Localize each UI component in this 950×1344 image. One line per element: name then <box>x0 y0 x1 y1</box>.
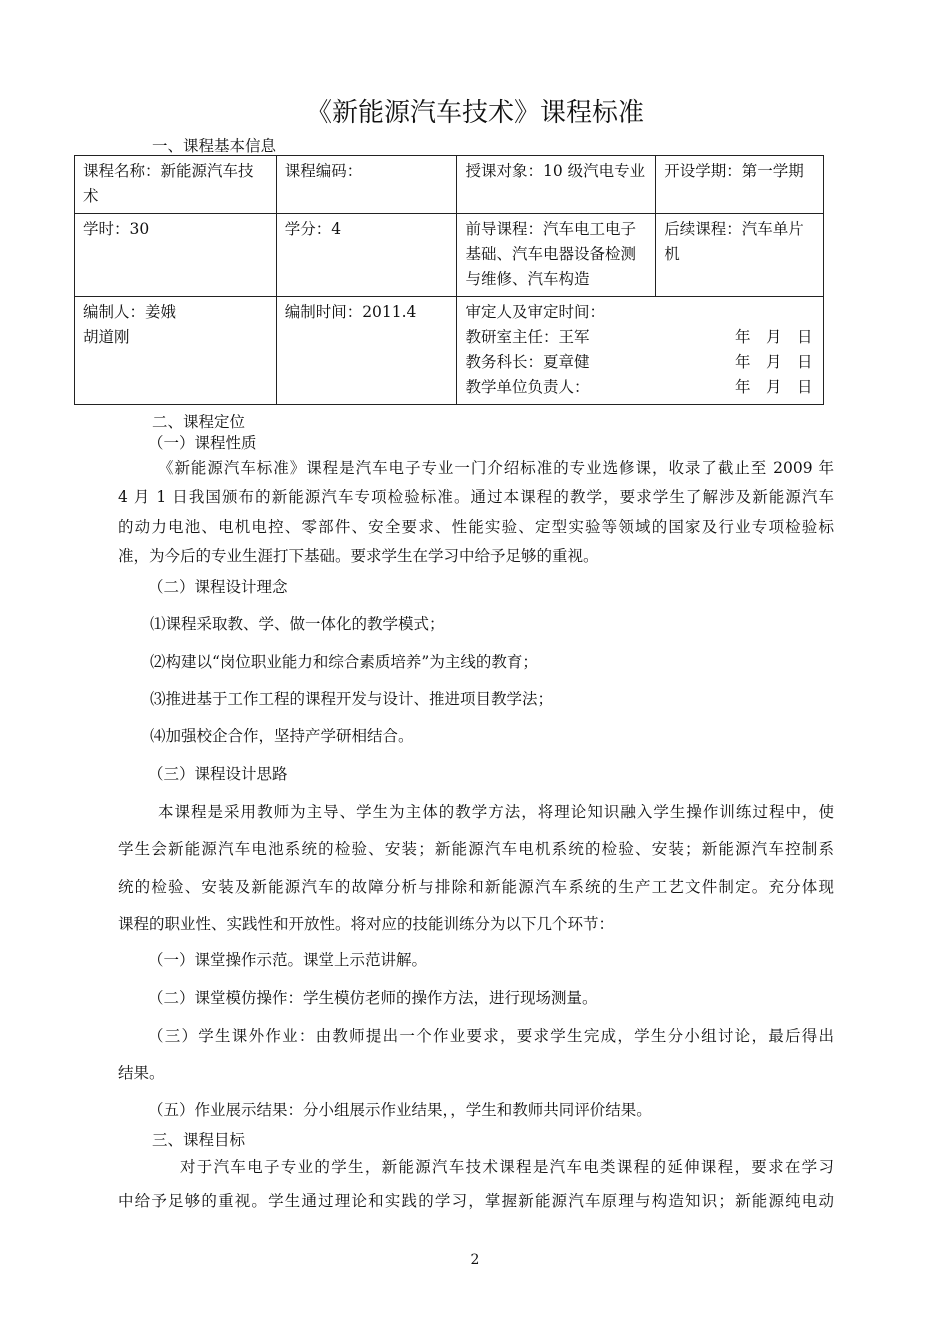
cell-text: 课程编码： <box>284 162 363 180</box>
concept-item: ⑷加强校企合作，坚持产学研相结合。 <box>150 727 414 745</box>
reviewer-row <box>465 325 815 350</box>
paragraph-line: 课程的职业性、实践性和开放性。将对应的技能训练分为以下几个环节： <box>118 914 615 933</box>
table-row <box>75 156 824 214</box>
step-item: （一）课堂操作示范。课堂上示范讲解。 <box>148 951 428 969</box>
paragraph-line: 《新能源汽车标准》课程是汽车电子专业一门介绍标准的专业选修课，收录了截止至 2009 年 <box>158 459 834 477</box>
paragraph-line: 本课程是采用教师为主导、学生为主体的教学方法，将理论知识融入学生操作训练过程中，使 <box>158 803 834 821</box>
cell-text: 后续课程：汽车单片 <box>664 220 804 238</box>
page-number: 2 <box>470 1252 480 1268</box>
paragraph-line: 准，为今后的专业生涯打下基础。要求学生在学习中给予足够的重视。 <box>118 546 599 565</box>
course-code-cell <box>276 156 457 214</box>
section-heading-basic-info: 一、课程基本信息 <box>152 137 277 155</box>
cell-text: 胡道刚 <box>83 328 130 346</box>
compile-time-cell <box>276 297 457 405</box>
reviewer-name: 教学单位负责人： <box>465 378 590 396</box>
review-date: 年 月 日 <box>735 353 813 371</box>
cell-text: 授课对象：10 级汽电专业 <box>465 162 646 180</box>
audience-cell <box>457 156 656 214</box>
cell-text: 术 <box>83 187 99 205</box>
step-item: （五）作业展示结果：分小组展示作业结果，，学生和教师共同评价结果。 <box>148 1101 652 1119</box>
paragraph-line: （三）学生课外作业：由教师提出一个作业要求，要求学生完成，学生分小组讨论，最后得出 <box>148 1027 834 1045</box>
concept-item: ⑶推进基于工作工程的课程开发与设计、推进项目教学法； <box>150 690 554 708</box>
subheading-design-concept: （二）课程设计理念 <box>148 578 288 596</box>
cell-text: 学分：4 <box>284 220 342 238</box>
cell-text: 基础、汽车电器设备检测 <box>465 245 636 263</box>
paragraph-line: 统的检验、安装及新能源汽车的故障分析与排除和新能源汽车系统的生产工艺文件制定。充分体现 <box>118 877 834 896</box>
followup-cell <box>656 214 824 297</box>
paragraph-nature <box>118 454 834 571</box>
reviewer-row <box>465 375 815 400</box>
reviewer-row <box>465 350 815 375</box>
cell-text: 前导课程：汽车电工电子 <box>465 220 636 238</box>
cell-text: 课程名称：新能源汽车技 <box>83 162 254 180</box>
section-heading-goals: 三、课程目标 <box>152 1131 246 1149</box>
paragraph-line: 的动力电池、电机电控、零部件、安全要求、性能实验、定型实验等领域的国家及行业专项检验标 <box>118 517 834 536</box>
prereq-cell <box>457 214 656 297</box>
reviewer-name: 教务科长：夏章健 <box>465 353 590 371</box>
concept-item: ⑵构建以“岗位职业能力和综合素质培养”为主线的教育； <box>150 653 538 671</box>
paragraph-goals <box>118 1151 834 1218</box>
reviewer-name: 教研室主任：王军 <box>465 328 590 346</box>
cell-text: 学时：30 <box>83 220 150 238</box>
paragraph-line: 结果。 <box>118 1064 165 1083</box>
paragraph-design <box>118 794 834 943</box>
table-row <box>75 297 824 405</box>
section-heading-positioning: 二、课程定位 <box>152 413 246 431</box>
cell-text: 编制时间：2011.4 <box>284 303 417 321</box>
step-item <box>118 1018 834 1093</box>
review-date: 年 月 日 <box>735 378 813 396</box>
cell-text: 与维修、汽车构造 <box>465 270 590 288</box>
concept-item: ⑴课程采取教、学、做一体化的教学模式； <box>150 615 445 633</box>
subheading-nature: （一）课程性质 <box>148 434 257 452</box>
author-cell <box>75 297 277 405</box>
cell-text: 机 <box>664 245 680 263</box>
paragraph-line: 中给予足够的重视。学生通过理论和实践的学习，掌握新能源汽车原理与构造知识；新能源纯电动 <box>118 1191 834 1210</box>
paragraph-line: 对于汽车电子专业的学生，新能源汽车技术课程是汽车电类课程的延伸课程，要求在学习 <box>180 1158 834 1176</box>
credits-cell <box>276 214 457 297</box>
review-cell <box>457 297 824 405</box>
hours-cell <box>75 214 277 297</box>
semester-cell <box>656 156 824 214</box>
table-row <box>75 214 824 297</box>
cell-text: 审定人及审定时间： <box>465 303 605 321</box>
review-date: 年 月 日 <box>735 328 813 346</box>
subheading-design-approach: （三）课程设计思路 <box>148 765 288 783</box>
paragraph-line: 4 月 1 日我国颁布的新能源汽车专项检验标准。通过本课程的教学，要求学生了解涉及新能源汽车 <box>118 488 834 507</box>
step-item: （二）课堂模仿操作：学生模仿老师的操作方法，进行现场测量。 <box>148 989 598 1007</box>
paragraph-line: 学生会新能源汽车电池系统的检验、安装；新能源汽车电机系统的检验、安装；新能源汽车控制系 <box>118 840 834 859</box>
cell-text: 编制人：姜娥 <box>83 303 177 321</box>
course-info-table <box>74 155 824 405</box>
page-title: 《新能源汽车技术》课程标准 <box>305 98 644 128</box>
course-name-cell <box>75 156 277 214</box>
cell-text: 开设学期：第一学期 <box>664 162 804 180</box>
